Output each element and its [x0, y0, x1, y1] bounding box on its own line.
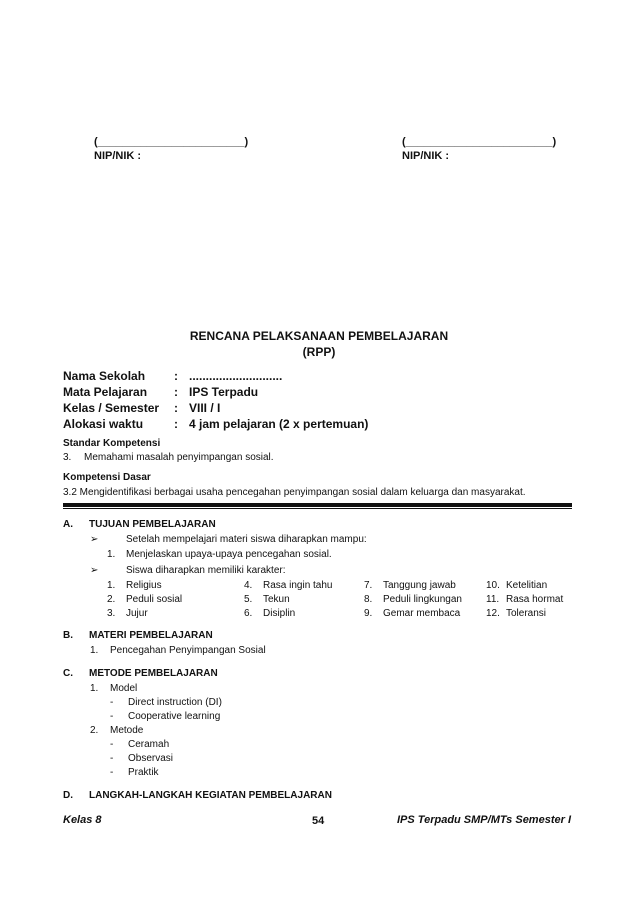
karakter-number: 2. [107, 594, 116, 605]
model-item: Cooperative learning [128, 711, 221, 722]
footer-class-label: Kelas 8 [63, 814, 102, 826]
karakter-number: 3. [107, 608, 116, 619]
section-c-title: METODE PEMBELAJARAN [89, 668, 218, 679]
dash-bullet: - [110, 697, 114, 708]
section-c-letter: C. [63, 668, 73, 679]
karakter-number: 8. [364, 594, 373, 605]
identity-colon: : [174, 417, 178, 431]
metode-model-label: Model [110, 683, 138, 694]
karakter-number: 6. [244, 608, 253, 619]
kompetensi-dasar-heading: Kompetensi Dasar [63, 472, 151, 483]
karakter-item: Gemar membaca [383, 608, 461, 619]
section-d-letter: D. [63, 790, 73, 801]
footer-subject-label: IPS Terpadu SMP/MTs Semester I [396, 814, 571, 826]
section-divider-thin [63, 508, 572, 509]
identity-value: ............................ [189, 369, 283, 383]
karakter-item: Toleransi [506, 608, 547, 619]
model-item: Direct instruction (DI) [128, 697, 222, 708]
karakter-number: 5. [244, 594, 253, 605]
identity-colon: : [174, 369, 178, 383]
metode-item: Praktik [128, 767, 159, 778]
karakter-number: 4. [244, 580, 253, 591]
identity-colon: : [174, 385, 178, 399]
karakter-item: Disiplin [263, 608, 296, 619]
dash-bullet: - [110, 767, 114, 778]
karakter-item: Peduli lingkungan [383, 594, 462, 605]
identity-label: Mata Pelajaran [63, 385, 148, 399]
tujuan-item-number: 1. [107, 549, 116, 560]
karakter-item: Rasa ingin tahu [263, 580, 333, 591]
section-divider [63, 503, 572, 507]
identity-value: VIII / I [189, 401, 221, 415]
karakter-item: Rasa hormat [506, 594, 564, 605]
identity-colon: : [174, 401, 178, 415]
section-d-title: LANGKAH-LANGKAH KEGIATAN PEMBELAJARAN [89, 790, 332, 801]
standar-text: Memahami masalah penyimpangan sosial. [84, 452, 274, 463]
dash-bullet: - [110, 753, 114, 764]
tujuan-item-text: Menjelaskan upaya-upaya pencegahan sosial. [126, 549, 332, 560]
karakter-item: Ketelitian [506, 580, 548, 591]
karakter-number: 1. [107, 580, 116, 591]
signature-line-left: (________________________) [94, 136, 249, 148]
karakter-item: Religius [126, 580, 162, 591]
karakter-item: Peduli sosial [126, 594, 183, 605]
karakter-number: 9. [364, 608, 373, 619]
karakter-number: 11. [486, 594, 500, 605]
identity-label: Nama Sekolah [63, 369, 146, 383]
page-number: 54 [312, 815, 325, 827]
materi-item-number: 1. [90, 645, 99, 656]
identity-label: Alokasi waktu [63, 417, 144, 431]
tujuan-bullet-text: Setelah mempelajari materi siswa diharapkan mampu: [126, 534, 367, 545]
document-title: RENCANA PELAKSANAAN PEMBELAJARAN [189, 329, 449, 343]
arrow-bullet-icon: ➢ [90, 534, 99, 545]
metode-item: Observasi [128, 753, 174, 764]
nip-label-left: NIP/NIK : [94, 150, 142, 162]
metode-metode-label: Metode [110, 725, 144, 736]
karakter-bullet-text: Siswa diharapkan memiliki karakter: [126, 565, 286, 576]
signature-line-right: (________________________) [402, 136, 557, 148]
metode-item: Ceramah [128, 739, 170, 750]
dash-bullet: - [110, 739, 114, 750]
section-b-title: MATERI PEMBELAJARAN [89, 630, 213, 641]
dash-bullet: - [110, 711, 114, 722]
identity-value: IPS Terpadu [189, 385, 259, 399]
materi-item-text: Pencegahan Penyimpangan Sosial [110, 645, 266, 656]
section-a-title: TUJUAN PEMBELAJARAN [89, 519, 216, 530]
identity-value: 4 jam pelajaran (2 x pertemuan) [189, 417, 369, 431]
karakter-number: 10. [486, 580, 500, 591]
standar-number: 3. [63, 452, 72, 463]
standar-kompetensi-heading: Standar Kompetensi [63, 438, 161, 449]
karakter-item: Jujur [126, 608, 148, 619]
arrow-bullet-icon: ➢ [90, 565, 99, 576]
identity-label: Kelas / Semester [63, 401, 160, 415]
nip-label-right: NIP/NIK : [402, 150, 450, 162]
document-subtitle: (RPP) [302, 345, 336, 359]
karakter-item: Tekun [263, 594, 290, 605]
section-b-letter: B. [63, 630, 73, 641]
kompetensi-dasar-text: 3.2 Mengidentifikasi berbagai usaha pencegahan penyimpangan sosial dalam keluarga dan masyarakat. [63, 487, 526, 498]
karakter-number: 7. [364, 580, 373, 591]
section-a-letter: A. [63, 519, 73, 530]
karakter-item: Tanggung jawab [383, 580, 456, 591]
metode-item-number: 1. [90, 683, 99, 694]
karakter-number: 12. [486, 608, 500, 619]
metode-item-number: 2. [90, 725, 99, 736]
